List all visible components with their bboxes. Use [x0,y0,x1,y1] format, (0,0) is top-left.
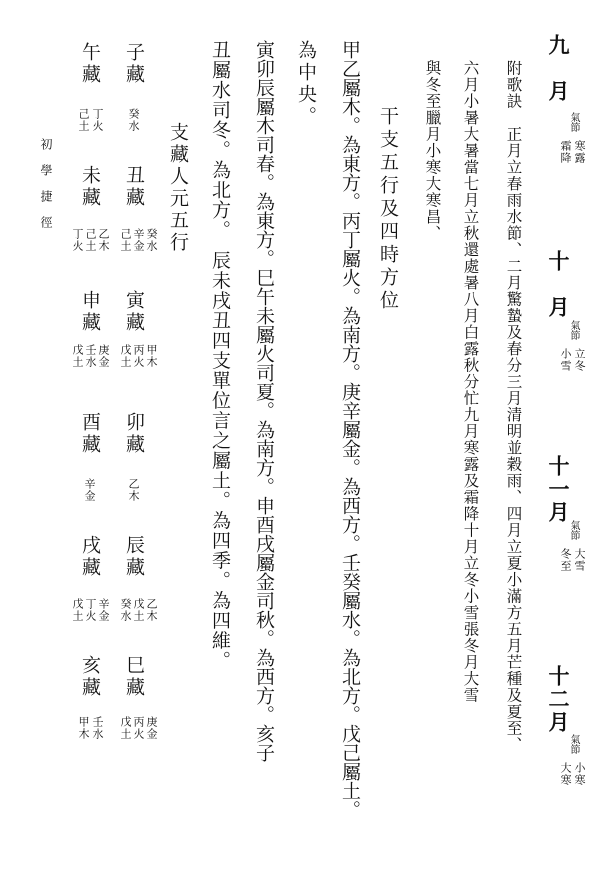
month-twelve-label: 十二月 [546,665,571,734]
wuxing-line-3: 寅卯辰屬木司春。為東方。巳午未屬火司夏。為南方。申酉戌屬金司秋。為西方。亥子 [253,40,275,762]
song-column-2: 六月小暑大暑當七月立秋還處暑八月白露秋分忙九月寒露及霜降十月立冬小雪張冬月大雪 [461,60,480,704]
shen-stem-c: 戊土 [71,344,84,368]
chen-stem-a: 乙木 [145,598,158,622]
you-hidden-label: 酉藏 [79,412,101,456]
wu-hidden-label: 午藏 [79,42,101,86]
song-column-1: 附歌訣 正月立春雨水節、二月驚蟄及春分三月清明並穀雨、四月立夏小滿方五月芒種及夏至、 [504,60,523,753]
book-title-footer: 初學捷徑 [39,138,53,242]
mao-hidden-label: 卯藏 [123,412,145,456]
si-hidden-label: 巳藏 [123,655,145,699]
xu-stem-b: 丁火 [84,598,97,622]
zi-hidden-stems: 癸水 [127,108,140,132]
yin-stem-c: 戊土 [119,344,132,368]
si-stem-a: 庚金 [145,716,158,740]
wei-stem-b: 己土 [84,228,97,252]
qi-jie-note-10: 氣節 [568,320,579,340]
yin-stem-a: 甲木 [145,344,158,368]
song-column-3: 與冬至臘月小寒大寒昌、 [423,60,442,242]
shen-stem-a: 庚金 [97,344,110,368]
wuxing-line-4: 丑屬水司冬。為北方。 辰未戌丑四支單位言之屬土。為四季。為四維。 [209,40,231,671]
wu-stem-a: 丁火 [91,108,104,132]
mao-hidden-stems: 乙木 [127,478,140,502]
wei-stem-a: 乙木 [97,228,110,252]
hai-hidden-label: 亥藏 [79,655,101,699]
month-twelve-term-a: 小寒 [573,762,586,786]
qi-jie-note-12: 氣節 [568,734,579,754]
hai-stem-a: 壬水 [91,716,104,740]
xu-stem-c: 戊土 [71,598,84,622]
month-ten-term-a: 立冬 [573,348,586,372]
you-hidden-stems: 辛金 [83,478,96,502]
si-stem-c: 戊土 [119,716,132,740]
month-nine-term-a: 寒露 [573,140,586,164]
wuxing-heading: 干支五行及四時方位 [377,106,399,313]
chou-hidden-label: 丑藏 [123,165,145,209]
month-nine-term-b: 霜降 [559,140,572,164]
yin-stem-b: 丙火 [132,344,145,368]
month-eleven-term-a: 大雪 [573,548,586,572]
wuxing-line-1: 甲乙屬木。為東方。丙丁屬火。為南方。庚辛屬金。為西方。壬癸屬水。為北方。戊己屬土。 [339,40,361,819]
month-eleven-label: 十一月 [546,455,571,524]
wu-stem-b: 己土 [77,108,90,132]
chen-hidden-label: 辰藏 [123,535,145,579]
chen-stem-b: 戊土 [132,598,145,622]
wei-stem-c: 丁火 [71,228,84,252]
zhicang-heading: 支藏人元五行 [167,122,189,254]
shen-stem-b: 壬水 [84,344,97,368]
wei-hidden-label: 未藏 [79,165,101,209]
zi-hidden-label: 子藏 [123,42,145,86]
hai-stem-b: 甲木 [77,716,90,740]
wuxing-line-2: 為中央。 [295,40,317,128]
chou-stem-b: 辛金 [132,228,145,252]
xu-hidden-label: 戌藏 [79,535,101,579]
si-stem-b: 丙火 [132,716,145,740]
chou-stem-c: 己土 [119,228,132,252]
month-ten-term-b: 小雪 [559,348,572,372]
month-nine-label: 九 月 [546,34,571,103]
chen-stem-c: 癸水 [119,598,132,622]
chou-stem-a: 癸水 [145,228,158,252]
month-eleven-term-b: 冬至 [559,548,572,572]
yin-hidden-label: 寅藏 [123,290,145,334]
shen-hidden-label: 申藏 [79,290,101,334]
month-ten-label: 十 月 [546,250,571,319]
month-twelve-term-b: 大寒 [559,762,572,786]
qi-jie-note-9: 氣節 [568,112,579,132]
xu-stem-a: 辛金 [97,598,110,622]
qi-jie-note-11: 氣節 [568,520,579,540]
